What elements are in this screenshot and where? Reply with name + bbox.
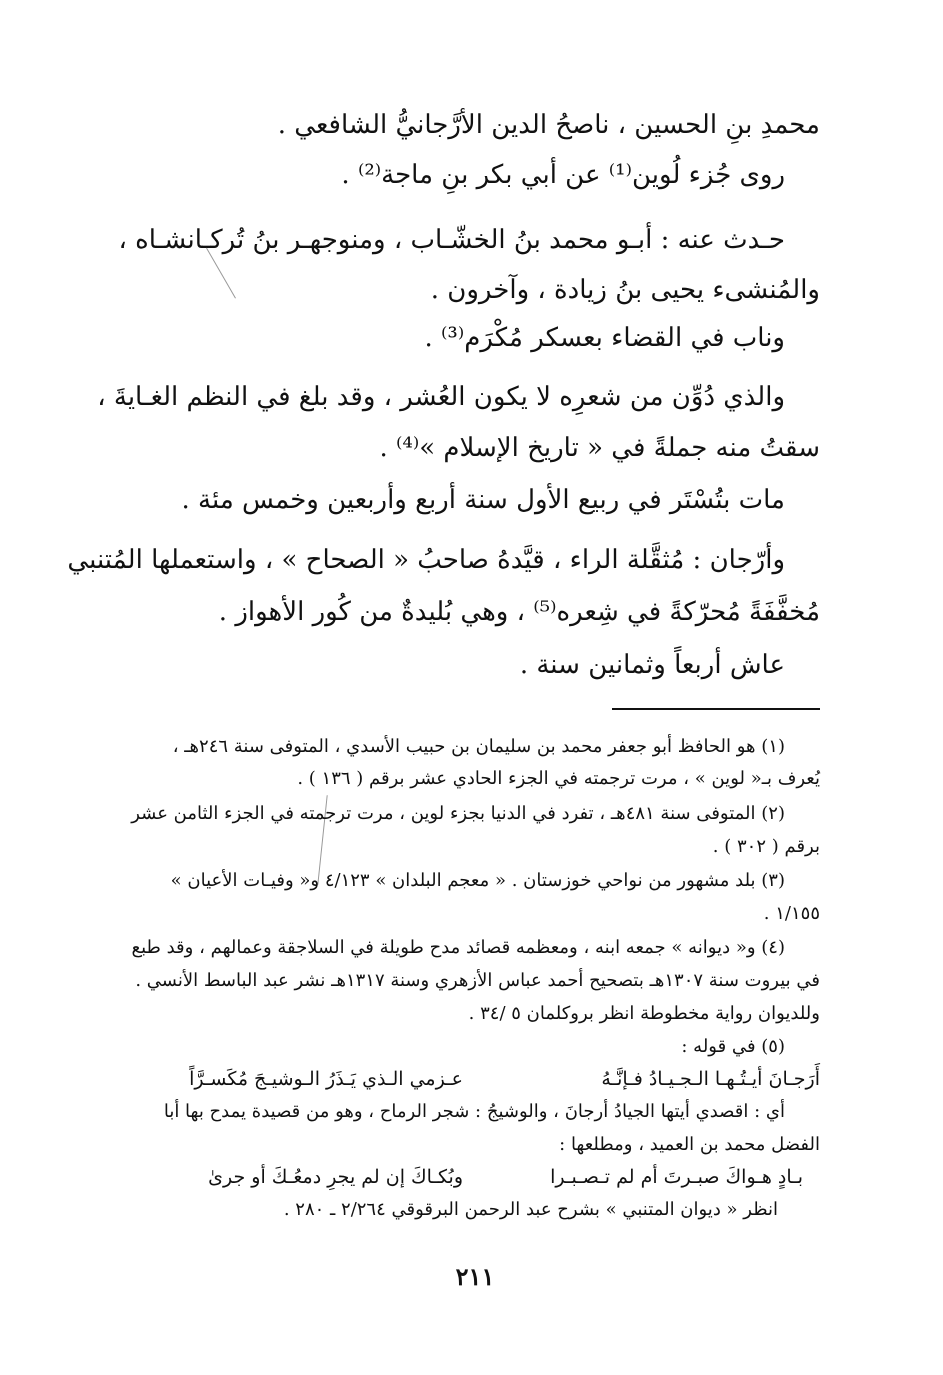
- footnote-line: (١) هو الحافظ أبو جعفر محمد بن سليمان بن حبيب الأسدي ، المتوفى سنة ٢٤٦هـ ،: [172, 736, 785, 757]
- verse-2-second-hemistich: وبُكـاكَ إن لم يجرِ دمعُـكَ أو جرىٰ: [208, 1166, 463, 1188]
- footnote-line: (٥) في قوله :: [681, 1036, 785, 1057]
- verse-1-second-hemistich: عـزمي الـذي يَـذَرُ الـوشيـجَ مُكَسـرَّاً: [189, 1068, 463, 1090]
- body-line: والذي دُوِّن من شعرِه لا يكون العُشر ، وقد بلغ في النظم الغـايةَ ،: [97, 382, 785, 412]
- body-line: سقتُ منه جملةً في « تاريخ الإسلام »⁽⁴⁾ .: [379, 433, 820, 463]
- footnote-line: (٤) و« ديوانه » جمعه ابنه ، ومعظمه قصائد مدح طويلة في السلاجقة وعمالهم ، وقد طبع: [131, 937, 785, 958]
- footnote-line: الفضل محمد بن العميد ، ومطلعها :: [559, 1134, 820, 1155]
- verse-2-first-hemistich: بـادٍ هـواكَ صبـرتَ أم لم تـصـبـرا: [550, 1166, 803, 1188]
- body-line: روى جُزء لُوين⁽¹⁾ عن أبي بكر بنِ ماجة⁽²⁾ .: [341, 160, 785, 190]
- footnote-line: برقم ( ٣٠٢ ) .: [712, 836, 820, 857]
- body-line: وناب في القضاء بعسكر مُكْرَم⁽³⁾ .: [424, 323, 785, 353]
- footnote-line: يُعرف بـ« لوين » ، مرت ترجمته في الجزء الحادي عشر برقم ( ١٣٦ ) .: [297, 768, 820, 789]
- body-line: عاش أربعاً وثمانين سنة .: [519, 650, 785, 680]
- footnote-line: ١/١٥٥ .: [763, 903, 820, 924]
- footnote-line: في بيروت سنة ١٣٠٧هـ بتصحيح أحمد عباس الأزهري وسنة ١٣١٧هـ نشر عبد الباسط الأنسي .: [135, 970, 820, 991]
- body-line: محمدِ بنِ الحسين ، ناصحُ الدين الأرَّجانيُّ الشافعي .: [277, 110, 820, 140]
- footnote-line: (٢) المتوفى سنة ٤٨١هـ ، تفرد في الدنيا بجزء لوين ، مرت ترجمته في الجزء الثامن عشر: [131, 803, 785, 824]
- body-line: مات بتُسْتَر في ربيع الأول سنة أربع وأربعين وخمس مئة .: [181, 485, 785, 515]
- page-number: ٢١١: [455, 1262, 495, 1291]
- body-line: وأرّجان : مُثقَّلة الراء ، قيَّدهُ صاحبُ « الصحاح » ، واستعملها المُتنبي: [67, 545, 785, 575]
- footnote-separator: [612, 708, 820, 710]
- footnote-line: انظر « ديوان المتنبي » بشرح عبد الرحمن البرقوقي ٢/٢٦٤ ـ ٢٨٠ .: [283, 1199, 778, 1220]
- footnote-line: أي : اقصدي أيتها الجيادُ أرجانَ ، والوشيجُ : شجر الرماح ، وهو من قصيدة يمدح بها أبا: [163, 1101, 785, 1122]
- body-line: حـدث عنه : أبـو محمد بنُ الخشّـاب ، ومنوجهـر بنُ تُركـانشـاه ،: [118, 225, 785, 255]
- verse-1-first-hemistich: أَرَجـانَ أيـتُـهـا الـجـيـادُ فـإنَّـهُ: [601, 1068, 820, 1090]
- footnote-line: (٣) بلد مشهور من نواحي خوزستان . « معجم البلدان » ٤/١٢٣ و« وفيـات الأعيان »: [170, 870, 785, 891]
- body-line: والمُنشىء يحيى بنُ زيادة ، وآخرون .: [430, 275, 820, 305]
- body-line: مُخفَّفَةً مُحرّكةً في شِعره⁽⁵⁾ ، وهي بُليدةٌ من كُور الأهواز .: [218, 597, 820, 627]
- footnote-line: وللديوان رواية مخطوطة انظر بروكلمان ٥ /٣٤ .: [468, 1003, 820, 1024]
